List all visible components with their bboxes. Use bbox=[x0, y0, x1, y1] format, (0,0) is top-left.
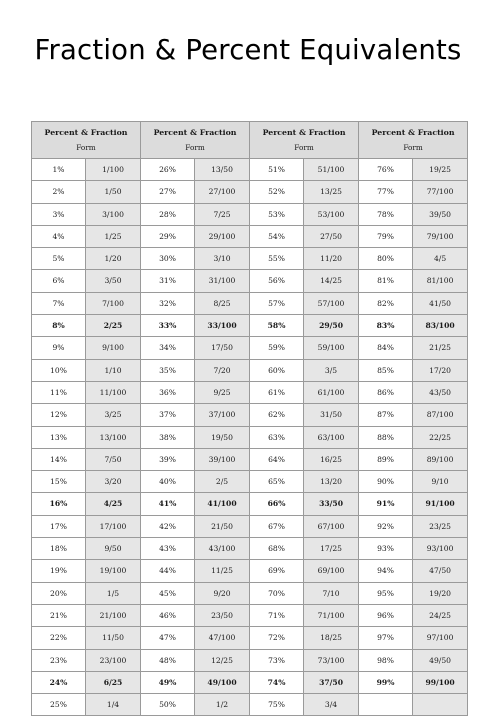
percent-cell: 57% bbox=[250, 292, 304, 314]
percent-cell: 49% bbox=[141, 671, 195, 693]
fraction-cell: 17/20 bbox=[413, 359, 468, 381]
percent-cell: 85% bbox=[359, 359, 413, 381]
percent-cell: 81% bbox=[359, 270, 413, 292]
fraction-cell: 1/2 bbox=[195, 694, 250, 716]
percent-cell: 39% bbox=[141, 448, 195, 470]
fraction-cell: 47/100 bbox=[195, 627, 250, 649]
fraction-cell: 63/100 bbox=[304, 426, 359, 448]
percent-cell: 48% bbox=[141, 649, 195, 671]
fraction-cell: 1/50 bbox=[86, 181, 141, 203]
percent-cell: 12% bbox=[32, 404, 86, 426]
percent-cell: 38% bbox=[141, 426, 195, 448]
fraction-cell: 41/100 bbox=[195, 493, 250, 515]
fraction-cell: 11/20 bbox=[304, 248, 359, 270]
percent-cell: 62% bbox=[250, 404, 304, 426]
fraction-cell: 9/25 bbox=[195, 381, 250, 403]
fraction-cell: 93/100 bbox=[413, 538, 468, 560]
fraction-cell: 57/100 bbox=[304, 292, 359, 314]
fraction-cell: 83/100 bbox=[413, 315, 468, 337]
header-title: Percent & Fraction bbox=[153, 127, 237, 137]
fraction-cell: 9/100 bbox=[86, 337, 141, 359]
percent-cell: 99% bbox=[359, 671, 413, 693]
percent-cell: 41% bbox=[141, 493, 195, 515]
fraction-cell: 43/50 bbox=[413, 381, 468, 403]
table-row bbox=[32, 359, 468, 381]
fraction-cell: 21/25 bbox=[413, 337, 468, 359]
fraction-cell: 1/5 bbox=[86, 582, 141, 604]
fraction-cell: 19/25 bbox=[413, 159, 468, 181]
table-row bbox=[32, 292, 468, 314]
table-row bbox=[32, 627, 468, 649]
fraction-cell: 3/25 bbox=[86, 404, 141, 426]
percent-cell: 78% bbox=[359, 203, 413, 225]
fraction-cell: 17/50 bbox=[195, 337, 250, 359]
fraction-cell: 23/100 bbox=[86, 649, 141, 671]
percent-cell: 51% bbox=[250, 159, 304, 181]
percent-cell: 13% bbox=[32, 426, 86, 448]
fraction-cell: 99/100 bbox=[413, 671, 468, 693]
header-subtitle: Form bbox=[76, 142, 96, 152]
fraction-cell: 39/50 bbox=[413, 203, 468, 225]
percent-cell: 95% bbox=[359, 582, 413, 604]
header-subtitle: Form bbox=[403, 142, 423, 152]
percent-cell: 58% bbox=[250, 315, 304, 337]
header-title: Percent & Fraction bbox=[371, 127, 455, 137]
percent-cell: 84% bbox=[359, 337, 413, 359]
fraction-cell: 3/100 bbox=[86, 203, 141, 225]
percent-cell: 73% bbox=[250, 649, 304, 671]
fraction-cell: 53/100 bbox=[304, 203, 359, 225]
percent-cell: 50% bbox=[141, 694, 195, 716]
fraction-cell: 13/100 bbox=[86, 426, 141, 448]
percent-cell: 1% bbox=[32, 159, 86, 181]
fraction-cell: 21/100 bbox=[86, 604, 141, 626]
percent-cell: 20% bbox=[32, 582, 86, 604]
fraction-cell: 8/25 bbox=[195, 292, 250, 314]
fraction-cell: 27/50 bbox=[304, 225, 359, 247]
fraction-cell: 49/50 bbox=[413, 649, 468, 671]
percent-cell: 64% bbox=[250, 448, 304, 470]
fraction-cell: 3/10 bbox=[195, 248, 250, 270]
percent-cell: 26% bbox=[141, 159, 195, 181]
table-row bbox=[32, 159, 468, 181]
table-row bbox=[32, 694, 468, 716]
fraction-cell: 91/100 bbox=[413, 493, 468, 515]
percent-cell: 17% bbox=[32, 515, 86, 537]
table-row bbox=[32, 538, 468, 560]
percent-cell: 77% bbox=[359, 181, 413, 203]
percent-cell: 29% bbox=[141, 225, 195, 247]
fraction-cell: 11/50 bbox=[86, 627, 141, 649]
percent-cell: 88% bbox=[359, 426, 413, 448]
percent-cell: 56% bbox=[250, 270, 304, 292]
percent-cell: 15% bbox=[32, 471, 86, 493]
percent-cell: 90% bbox=[359, 471, 413, 493]
fraction-cell: 1/10 bbox=[86, 359, 141, 381]
table-row bbox=[32, 426, 468, 448]
percent-cell: 45% bbox=[141, 582, 195, 604]
percent-cell: 72% bbox=[250, 627, 304, 649]
percent-cell: 34% bbox=[141, 337, 195, 359]
percent-cell: 80% bbox=[359, 248, 413, 270]
table-row bbox=[32, 315, 468, 337]
fraction-cell: 14/25 bbox=[304, 270, 359, 292]
fraction-cell: 59/100 bbox=[304, 337, 359, 359]
fraction-cell: 39/100 bbox=[195, 448, 250, 470]
fraction-cell: 11/100 bbox=[86, 381, 141, 403]
fraction-cell: 6/25 bbox=[86, 671, 141, 693]
percent-cell: 11% bbox=[32, 381, 86, 403]
percent-cell: 70% bbox=[250, 582, 304, 604]
fraction-cell: 1/25 bbox=[86, 225, 141, 247]
table-row bbox=[32, 493, 468, 515]
fraction-cell: 3/50 bbox=[86, 270, 141, 292]
percent-cell: 24% bbox=[32, 671, 86, 693]
percent-cell: 28% bbox=[141, 203, 195, 225]
percent-cell: 37% bbox=[141, 404, 195, 426]
fraction-cell: 43/100 bbox=[195, 538, 250, 560]
header-title: Percent & Fraction bbox=[44, 127, 128, 137]
percent-cell: 54% bbox=[250, 225, 304, 247]
fraction-cell: 21/50 bbox=[195, 515, 250, 537]
percent-cell: 16% bbox=[32, 493, 86, 515]
fraction-cell: 7/50 bbox=[86, 448, 141, 470]
percent-cell: 21% bbox=[32, 604, 86, 626]
percent-cell: 61% bbox=[250, 381, 304, 403]
fraction-cell: 12/25 bbox=[195, 649, 250, 671]
fraction-cell: 7/25 bbox=[195, 203, 250, 225]
table-row bbox=[32, 515, 468, 537]
fraction-cell: 97/100 bbox=[413, 627, 468, 649]
fraction-cell: 22/25 bbox=[413, 426, 468, 448]
table-row bbox=[32, 270, 468, 292]
percent-cell: 30% bbox=[141, 248, 195, 270]
fraction-cell: 9/20 bbox=[195, 582, 250, 604]
percent-cell: 83% bbox=[359, 315, 413, 337]
fraction-cell: 19/50 bbox=[195, 426, 250, 448]
fraction-cell: 77/100 bbox=[413, 181, 468, 203]
table-row bbox=[32, 582, 468, 604]
page-title: Fraction & Percent Equivalents bbox=[34, 34, 462, 66]
fraction-cell: 9/50 bbox=[86, 538, 141, 560]
fraction-cell: 27/100 bbox=[195, 181, 250, 203]
fraction-cell: 2/25 bbox=[86, 315, 141, 337]
fraction-cell: 67/100 bbox=[304, 515, 359, 537]
percent-cell: 31% bbox=[141, 270, 195, 292]
fraction-cell: 29/100 bbox=[195, 225, 250, 247]
fraction-cell: 7/100 bbox=[86, 292, 141, 314]
fraction-cell: 31/50 bbox=[304, 404, 359, 426]
percent-cell: 76% bbox=[359, 159, 413, 181]
percent-cell: 79% bbox=[359, 225, 413, 247]
fraction-cell: 1/4 bbox=[86, 694, 141, 716]
percent-cell: 92% bbox=[359, 515, 413, 537]
percent-cell: 22% bbox=[32, 627, 86, 649]
header-title: Percent & Fraction bbox=[262, 127, 346, 137]
percent-cell: 67% bbox=[250, 515, 304, 537]
fraction-cell: 19/20 bbox=[413, 582, 468, 604]
percent-cell: 23% bbox=[32, 649, 86, 671]
percent-cell: 4% bbox=[32, 225, 86, 247]
fraction-cell: 13/50 bbox=[195, 159, 250, 181]
percent-cell: 75% bbox=[250, 694, 304, 716]
fraction-cell: 4/5 bbox=[413, 248, 468, 270]
percent-cell: 8% bbox=[32, 315, 86, 337]
percent-cell: 10% bbox=[32, 359, 86, 381]
percent-cell: 97% bbox=[359, 627, 413, 649]
percent-cell: 82% bbox=[359, 292, 413, 314]
table-body bbox=[32, 159, 468, 716]
fraction-cell: 51/100 bbox=[304, 159, 359, 181]
table-row bbox=[32, 203, 468, 225]
fraction-cell: 29/50 bbox=[304, 315, 359, 337]
fraction-cell: 69/100 bbox=[304, 560, 359, 582]
fraction-cell: 1/100 bbox=[86, 159, 141, 181]
percent-cell: 93% bbox=[359, 538, 413, 560]
fraction-cell: 61/100 bbox=[304, 381, 359, 403]
percent-cell: 86% bbox=[359, 381, 413, 403]
percent-cell: 66% bbox=[250, 493, 304, 515]
fraction-cell: 9/10 bbox=[413, 471, 468, 493]
percent-cell: 52% bbox=[250, 181, 304, 203]
fraction-cell: 16/25 bbox=[304, 448, 359, 470]
fraction-cell: 33/100 bbox=[195, 315, 250, 337]
fraction-cell: 7/20 bbox=[195, 359, 250, 381]
table-header-row bbox=[32, 122, 468, 159]
percent-cell: 55% bbox=[250, 248, 304, 270]
percent-cell: 27% bbox=[141, 181, 195, 203]
percent-cell: 96% bbox=[359, 604, 413, 626]
fraction-cell: 71/100 bbox=[304, 604, 359, 626]
fraction-cell: 33/50 bbox=[304, 493, 359, 515]
percent-cell: 87% bbox=[359, 404, 413, 426]
fraction-cell: 13/20 bbox=[304, 471, 359, 493]
percent-cell: 6% bbox=[32, 270, 86, 292]
fraction-cell: 31/100 bbox=[195, 270, 250, 292]
fraction-cell: 81/100 bbox=[413, 270, 468, 292]
fraction-cell: 7/10 bbox=[304, 582, 359, 604]
percent-cell: 25% bbox=[32, 694, 86, 716]
fraction-cell: 3/4 bbox=[304, 694, 359, 716]
percent-cell: 65% bbox=[250, 471, 304, 493]
percent-cell: 69% bbox=[250, 560, 304, 582]
fraction-cell: 87/100 bbox=[413, 404, 468, 426]
table-row bbox=[32, 560, 468, 582]
table-row bbox=[32, 248, 468, 270]
fraction-cell: 73/100 bbox=[304, 649, 359, 671]
fraction-cell: 3/20 bbox=[86, 471, 141, 493]
percent-cell: 7% bbox=[32, 292, 86, 314]
percent-cell: 53% bbox=[250, 203, 304, 225]
fraction-cell: 23/50 bbox=[195, 604, 250, 626]
fraction-cell: 23/25 bbox=[413, 515, 468, 537]
percent-cell: 63% bbox=[250, 426, 304, 448]
table-row bbox=[32, 337, 468, 359]
percent-cell bbox=[359, 694, 413, 716]
percent-cell: 33% bbox=[141, 315, 195, 337]
fraction-cell: 3/5 bbox=[304, 359, 359, 381]
percent-cell: 3% bbox=[32, 203, 86, 225]
table-row bbox=[32, 225, 468, 247]
table-row bbox=[32, 471, 468, 493]
fraction-cell: 41/50 bbox=[413, 292, 468, 314]
column-header bbox=[250, 122, 359, 159]
column-header bbox=[141, 122, 250, 159]
table-row bbox=[32, 381, 468, 403]
column-header bbox=[359, 122, 468, 159]
fraction-cell: 37/50 bbox=[304, 671, 359, 693]
percent-cell: 46% bbox=[141, 604, 195, 626]
percent-cell: 68% bbox=[250, 538, 304, 560]
percent-cell: 43% bbox=[141, 538, 195, 560]
percent-cell: 91% bbox=[359, 493, 413, 515]
percent-cell: 19% bbox=[32, 560, 86, 582]
percent-cell: 35% bbox=[141, 359, 195, 381]
header-subtitle: Form bbox=[185, 142, 205, 152]
table-row bbox=[32, 181, 468, 203]
table-row bbox=[32, 448, 468, 470]
percent-cell: 98% bbox=[359, 649, 413, 671]
percent-cell: 42% bbox=[141, 515, 195, 537]
table-row bbox=[32, 649, 468, 671]
fraction-cell: 47/50 bbox=[413, 560, 468, 582]
table-row bbox=[32, 604, 468, 626]
percent-cell: 59% bbox=[250, 337, 304, 359]
fraction-cell: 19/100 bbox=[86, 560, 141, 582]
fraction-cell: 1/20 bbox=[86, 248, 141, 270]
table-row bbox=[32, 671, 468, 693]
percent-cell: 9% bbox=[32, 337, 86, 359]
percent-cell: 44% bbox=[141, 560, 195, 582]
fraction-cell: 49/100 bbox=[195, 671, 250, 693]
percent-cell: 94% bbox=[359, 560, 413, 582]
percent-cell: 89% bbox=[359, 448, 413, 470]
fraction-cell bbox=[413, 694, 468, 716]
table-row bbox=[32, 404, 468, 426]
percent-cell: 74% bbox=[250, 671, 304, 693]
fraction-cell: 4/25 bbox=[86, 493, 141, 515]
fraction-cell: 89/100 bbox=[413, 448, 468, 470]
fraction-cell: 2/5 bbox=[195, 471, 250, 493]
equivalents-table bbox=[31, 121, 468, 716]
percent-cell: 32% bbox=[141, 292, 195, 314]
header-subtitle: Form bbox=[294, 142, 314, 152]
percent-cell: 36% bbox=[141, 381, 195, 403]
fraction-cell: 24/25 bbox=[413, 604, 468, 626]
percent-cell: 47% bbox=[141, 627, 195, 649]
percent-cell: 2% bbox=[32, 181, 86, 203]
fraction-cell: 13/25 bbox=[304, 181, 359, 203]
percent-cell: 40% bbox=[141, 471, 195, 493]
fraction-cell: 11/25 bbox=[195, 560, 250, 582]
percent-cell: 5% bbox=[32, 248, 86, 270]
fraction-cell: 79/100 bbox=[413, 225, 468, 247]
fraction-cell: 18/25 bbox=[304, 627, 359, 649]
percent-cell: 60% bbox=[250, 359, 304, 381]
percent-cell: 14% bbox=[32, 448, 86, 470]
fraction-cell: 37/100 bbox=[195, 404, 250, 426]
percent-cell: 71% bbox=[250, 604, 304, 626]
fraction-cell: 17/100 bbox=[86, 515, 141, 537]
percent-cell: 18% bbox=[32, 538, 86, 560]
column-header bbox=[32, 122, 141, 159]
fraction-cell: 17/25 bbox=[304, 538, 359, 560]
